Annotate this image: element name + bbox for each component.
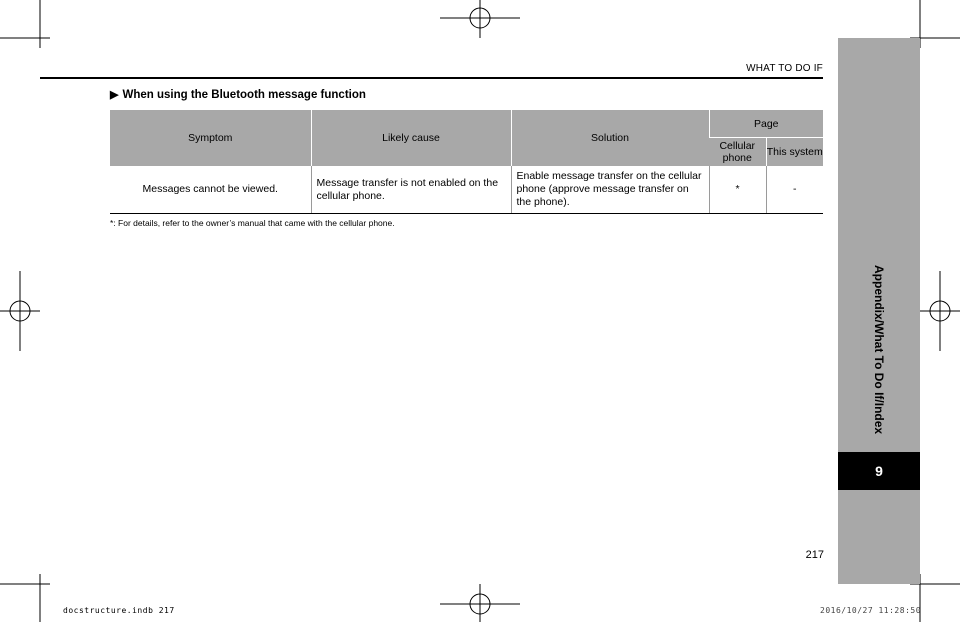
column-header-cellular-phone: Cellular phone [709, 138, 766, 167]
running-header: WHAT TO DO IF [746, 63, 823, 74]
column-header-this-system: This system [766, 138, 823, 167]
column-header-solution: Solution [511, 110, 709, 166]
table-header-row [110, 110, 823, 138]
cell-symptom: Messages cannot be viewed. [110, 166, 311, 214]
column-header-page: Page [709, 110, 823, 138]
cell-cellular-phone-page: * [709, 166, 766, 214]
header-rule [40, 77, 823, 79]
column-header-likely-cause: Likely cause [311, 110, 511, 166]
registration-mark-bottom [440, 584, 520, 622]
cell-solution: Enable message transfer on the cellular phone (approve message transfer on the phone). [511, 166, 709, 214]
registration-mark-right [920, 271, 960, 351]
side-tab-label [838, 250, 920, 450]
column-header-symptom: Symptom [110, 110, 311, 166]
print-slug-timestamp: 2016/10/27 11:28:50 [820, 606, 922, 615]
registration-mark-left [0, 271, 40, 351]
footnote: *: For details, refer to the owner’s manual that came with the cellular phone. [110, 218, 395, 228]
page-number: 217 [805, 549, 824, 561]
cell-likely-cause: Message transfer is not enabled on the cellular phone. [311, 166, 511, 214]
cell-this-system-page: - [766, 166, 823, 214]
section-heading [110, 88, 366, 101]
table-row [110, 166, 823, 214]
troubleshooting-table [110, 110, 823, 214]
section-heading-text: When using the Bluetooth message function [122, 89, 366, 101]
right-triangle-icon: ▶ [110, 89, 119, 101]
chapter-number-badge: 9 [838, 452, 920, 490]
print-slug-file: docstructure.indb 217 [63, 606, 175, 615]
registration-mark-top [440, 0, 520, 38]
side-tab-label-text: Appendix/What To Do If/Index [872, 265, 886, 435]
